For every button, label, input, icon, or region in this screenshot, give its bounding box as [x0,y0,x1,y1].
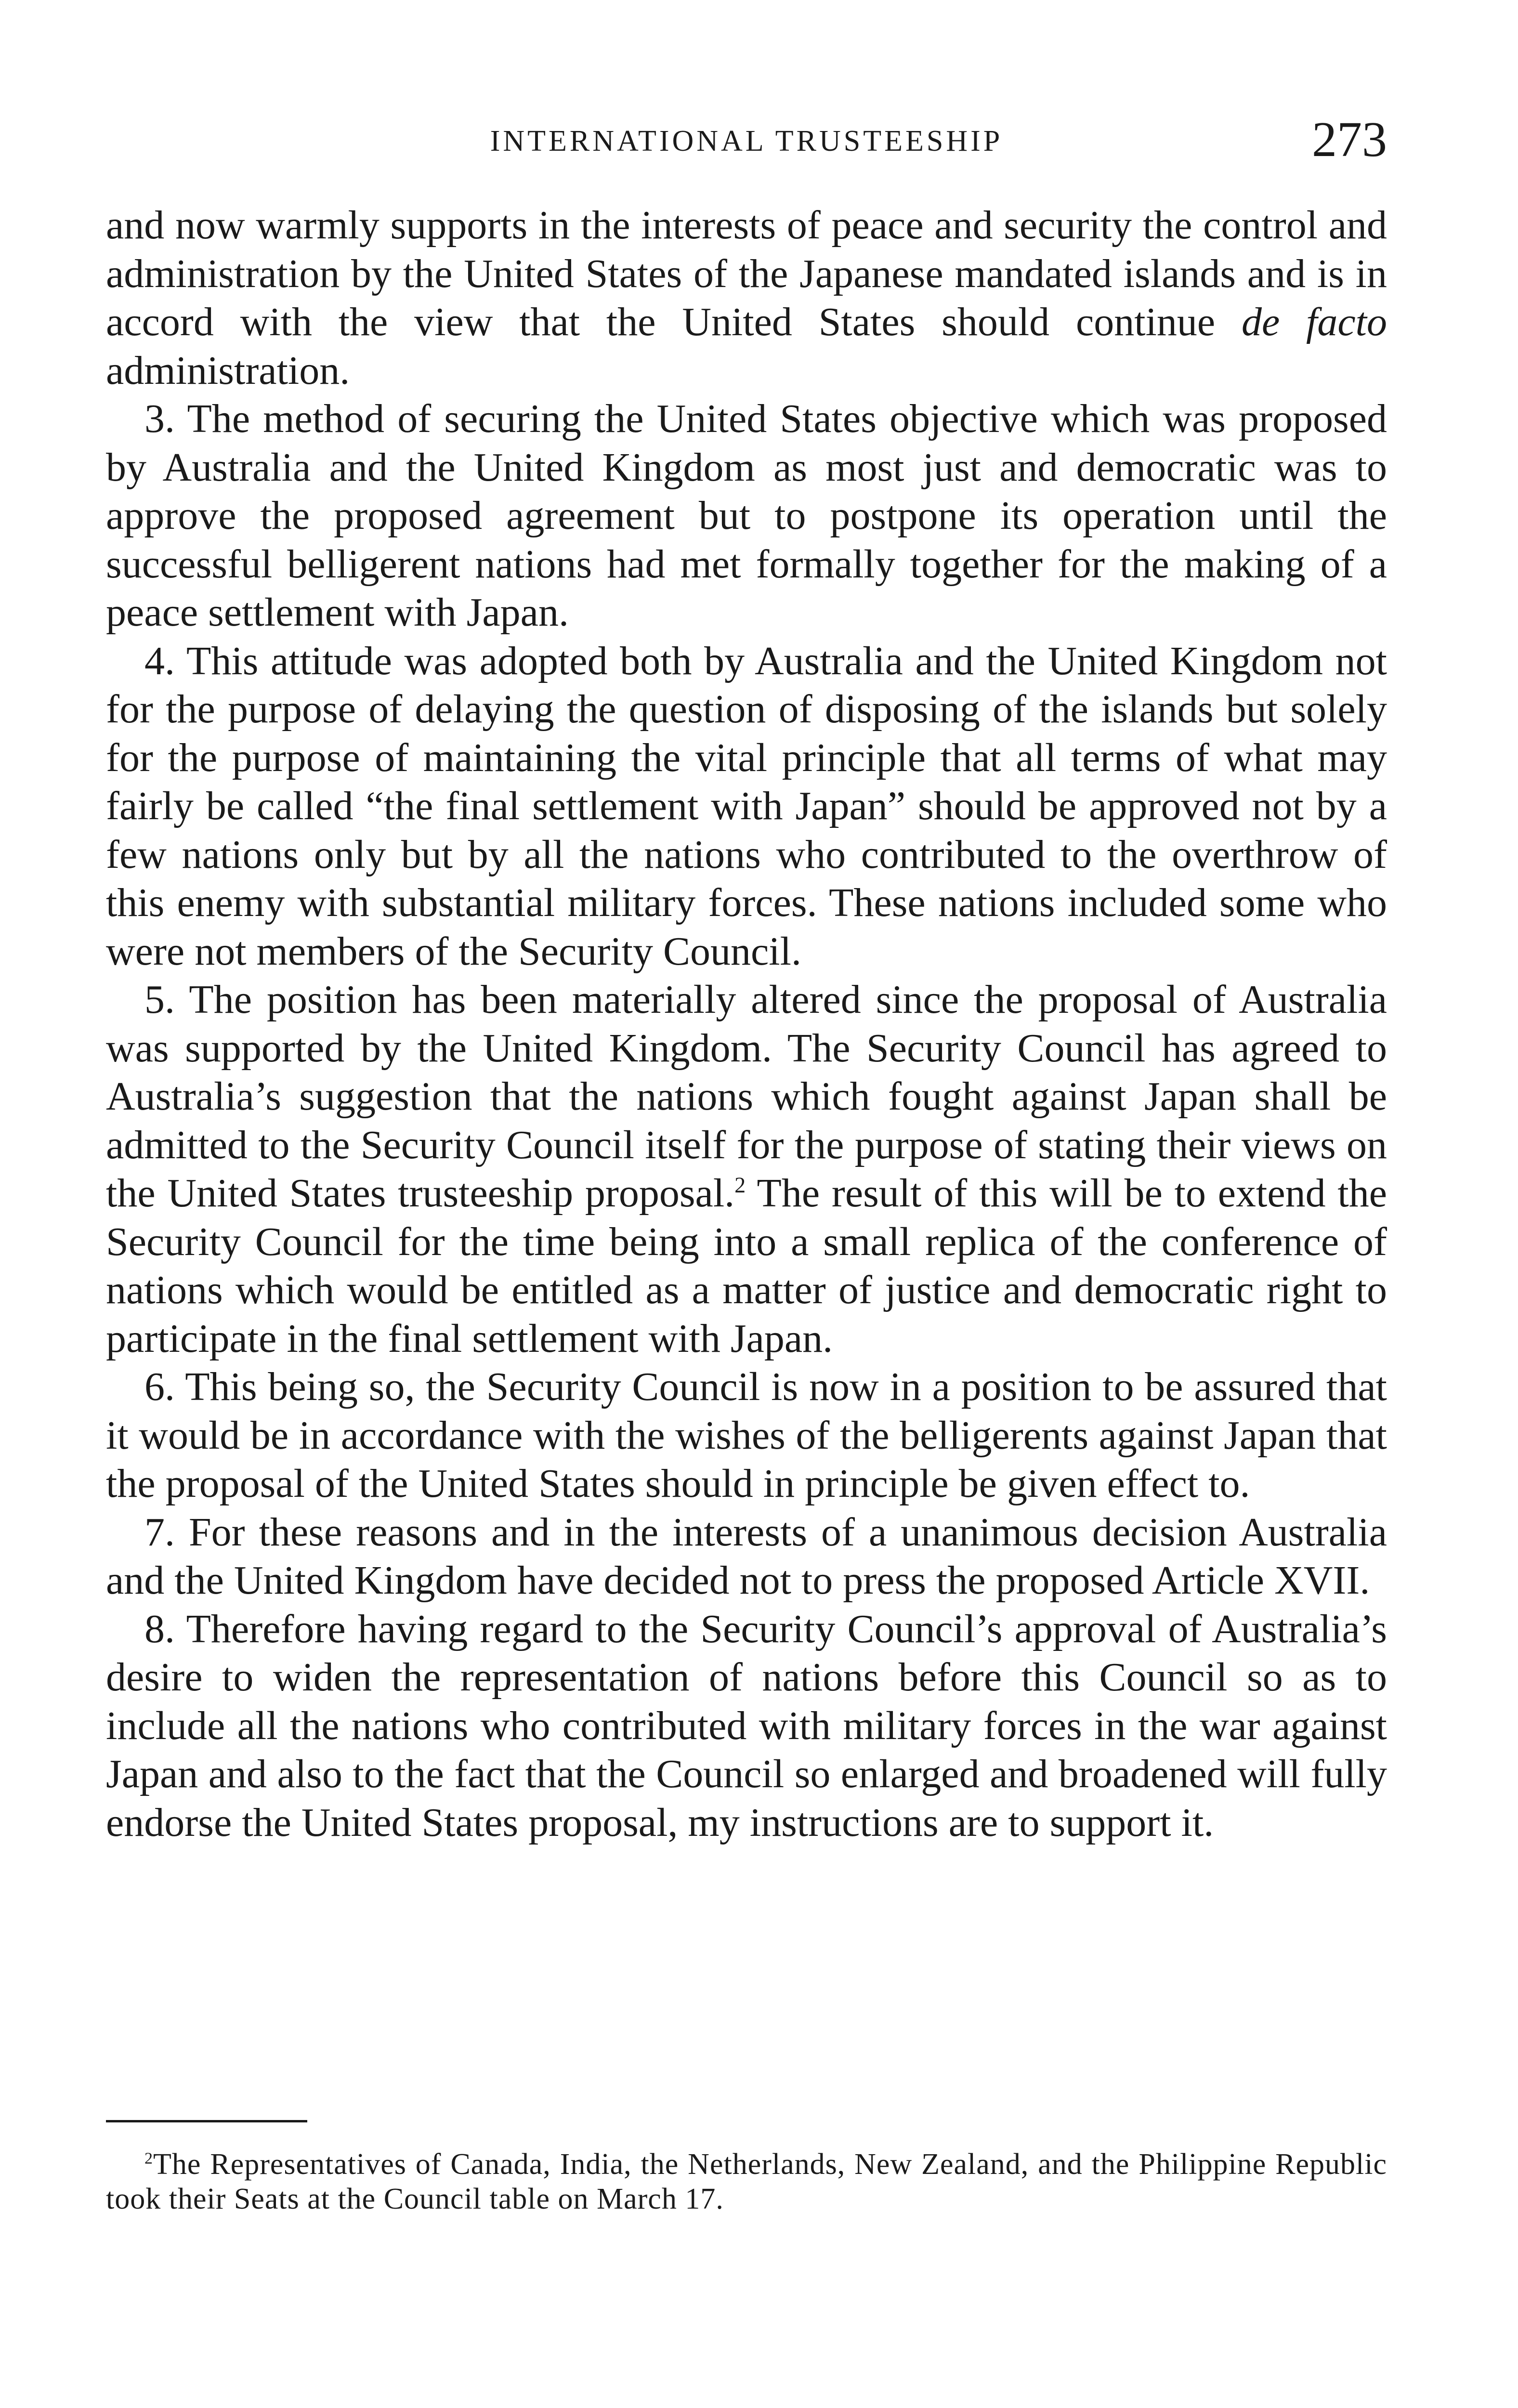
paragraph-4: 4. This attitude was adopted both by Australia and the United Kingdom not for the purpose of delaying the question of disposing of the islands but solely for the purpose of maintaining the vital principle that all terms of what may fairly be called “the final settlement with Japan” should be approved not by a few nations only but by all the nations who contributed to the overthrow of this enemy with substantial military forces. These nations included some who were not members of the Security Council. [106,638,1387,974]
running-head [106,111,1387,169]
italic-de-facto: de facto [1241,300,1387,344]
paragraph-5-text-end: The result of this will be to extend the Security Council for the time being into a small replica of the conference of nations which would be entitled as a matter of justice and democratic right to participate in the final settlement with Japan. [106,1171,1387,1361]
paragraph-1-continued [106,201,1387,395]
paragraph-3: 3. The method of securing the United States objective which was proposed by Australia and the United Kingdom as most just and democratic was to approve the proposed agreement but to postpone its operation until the successful belligerent nations had met formally together for the making of a peace settlement with Japan. [106,396,1387,635]
paragraph-5-text: 5. The position has been materially altered since the proposal of Australia was supported by the United Kingdom. The Security Council has agreed to Australia’s suggestion that the nations which fought against Japan shall be admitted to the Security Council itself for the purpose of stating their views on the United States trusteeship proposal. [106,977,1387,1216]
paragraph-7: 7. For these reasons and in the interests of a unanimous decision Australia and the United Kingdom have decided not to press the proposed Article XVII. [106,1509,1387,1603]
paragraph-8: 8. Therefore having regard to the Security Council’s approval of Australia’s desire to widen the representation of nations before this Council so as to include all the nations who contributed with military forces in the war against Japan and also to the fact that the Council so enlarged and broadened will fully endorse the United States proposal, my instructions are to support it. [106,1606,1387,1845]
running-title: INTERNATIONAL TRUSTEESHIP [490,125,1003,157]
page-number: 273 [1312,112,1387,167]
footnote [106,2147,1387,2216]
footnote-rule [106,2120,307,2122]
paragraph-5 [106,976,1387,1363]
paragraph-6: 6. This being so, the Security Council is now in a position to be assured that it would be in accordance with the wishes of the belligerents against Japan that the proposal of the United States should in principle be given effect to. [106,1364,1387,1506]
body-text [106,201,1387,1847]
footnote-2 [106,2147,1387,2216]
paragraph-1-text: and now warmly supports in the interests of peace and security the control and administration by the United States of the Japanese mandated islands and is in accord with the view that the United States should continue [106,203,1387,344]
footnote-text: The Representatives of Canada, India, the Netherlands, New Zealand, and the Philippine Republic took their Seats at the Council table on March 17. [106,2148,1387,2215]
footnote-marker: 2 [144,2149,154,2168]
footnote-reference: 2 [734,1173,746,1197]
paragraph-1-text-end: administration. [106,348,350,393]
